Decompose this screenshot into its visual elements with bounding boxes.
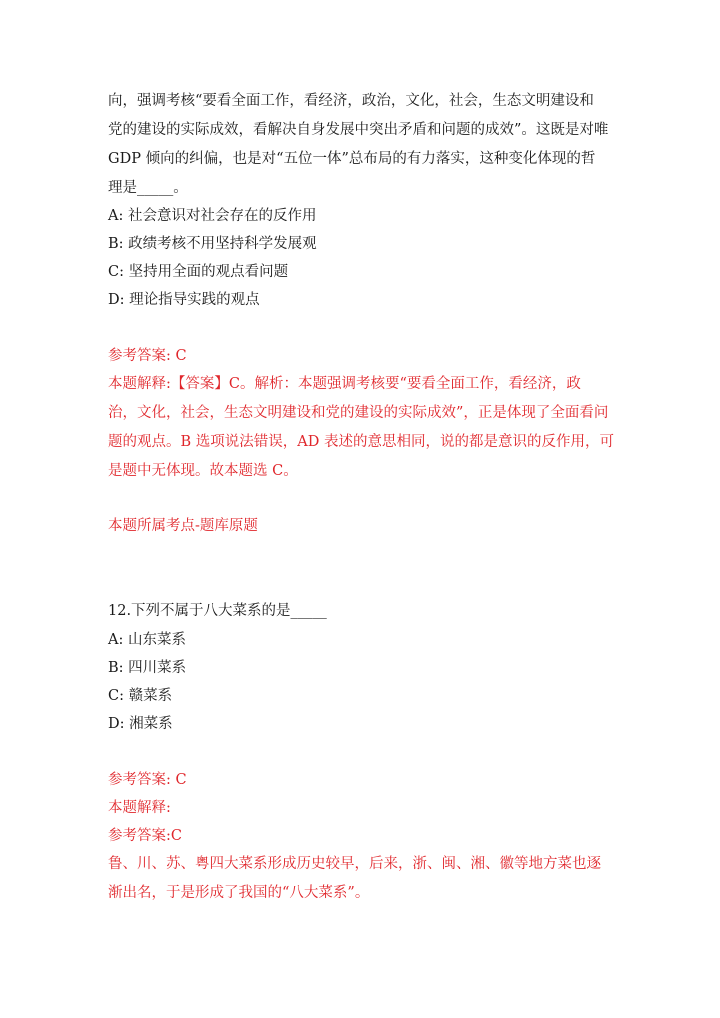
q11-explanation-line-1: 本题解释:【答案】C。解析：本题强调考核要“要看全面工作，看经济，政	[108, 376, 581, 392]
q12-option-d: D: 湘菜系	[108, 716, 173, 732]
q11-stem-line-2: 党的建设的实际成效，看解决自身发展中突出矛盾和问题的成效”。这既是对唯	[108, 122, 609, 138]
q12-option-a: A: 山东菜系	[108, 632, 186, 648]
q12-option-c: C: 赣菜系	[108, 688, 173, 704]
q11-option-c: C: 坚持用全面的观点看问题	[108, 264, 289, 280]
q11-stem-line-3: GDP 倾向的纠偏，也是对“五位一体”总布局的有力落实，这种变化体现的哲	[108, 151, 596, 167]
q12-explanation-label: 本题解释:	[108, 800, 171, 816]
q11-explanation-line-4: 是题中无体现。故本题选 C。	[108, 463, 298, 479]
q12-stem: 12.下列不属于八大菜系的是_____	[108, 603, 327, 619]
q11-answer: 参考答案: C	[108, 348, 187, 364]
q12-answer-repeat: 参考答案:C	[108, 828, 182, 844]
q12-explanation-line-2: 渐出名，于是形成了我国的“八大菜系”。	[108, 885, 370, 901]
q11-option-a: A: 社会意识对社会存在的反作用	[108, 208, 317, 224]
q11-stem-line-4: 理是_____。	[108, 180, 188, 196]
q11-explanation-line-3: 题的观点。B 选项说法错误，AD 表述的意思相同，说的都是意识的反作用，可	[108, 434, 614, 450]
q11-option-b: B: 政绩考核不用坚持科学发展观	[108, 236, 317, 252]
q11-option-d: D: 理论指导实践的观点	[108, 292, 260, 308]
q11-category: 本题所属考点-题库原题	[108, 518, 258, 534]
q11-explanation-line-2: 治，文化，社会，生态文明建设和党的建设的实际成效”，正是体现了全面看问	[108, 405, 609, 421]
q12-option-b: B: 四川菜系	[108, 660, 187, 676]
q12-answer: 参考答案: C	[108, 772, 187, 788]
q11-stem-line-1: 向，强调考核“要看全面工作，看经济，政治，文化，社会，生态文明建设和	[108, 93, 594, 109]
q12-explanation-line-1: 鲁、川、苏、粤四大菜系形成历史较早，后来，浙、闽、湘、徽等地方菜也逐	[108, 856, 601, 872]
